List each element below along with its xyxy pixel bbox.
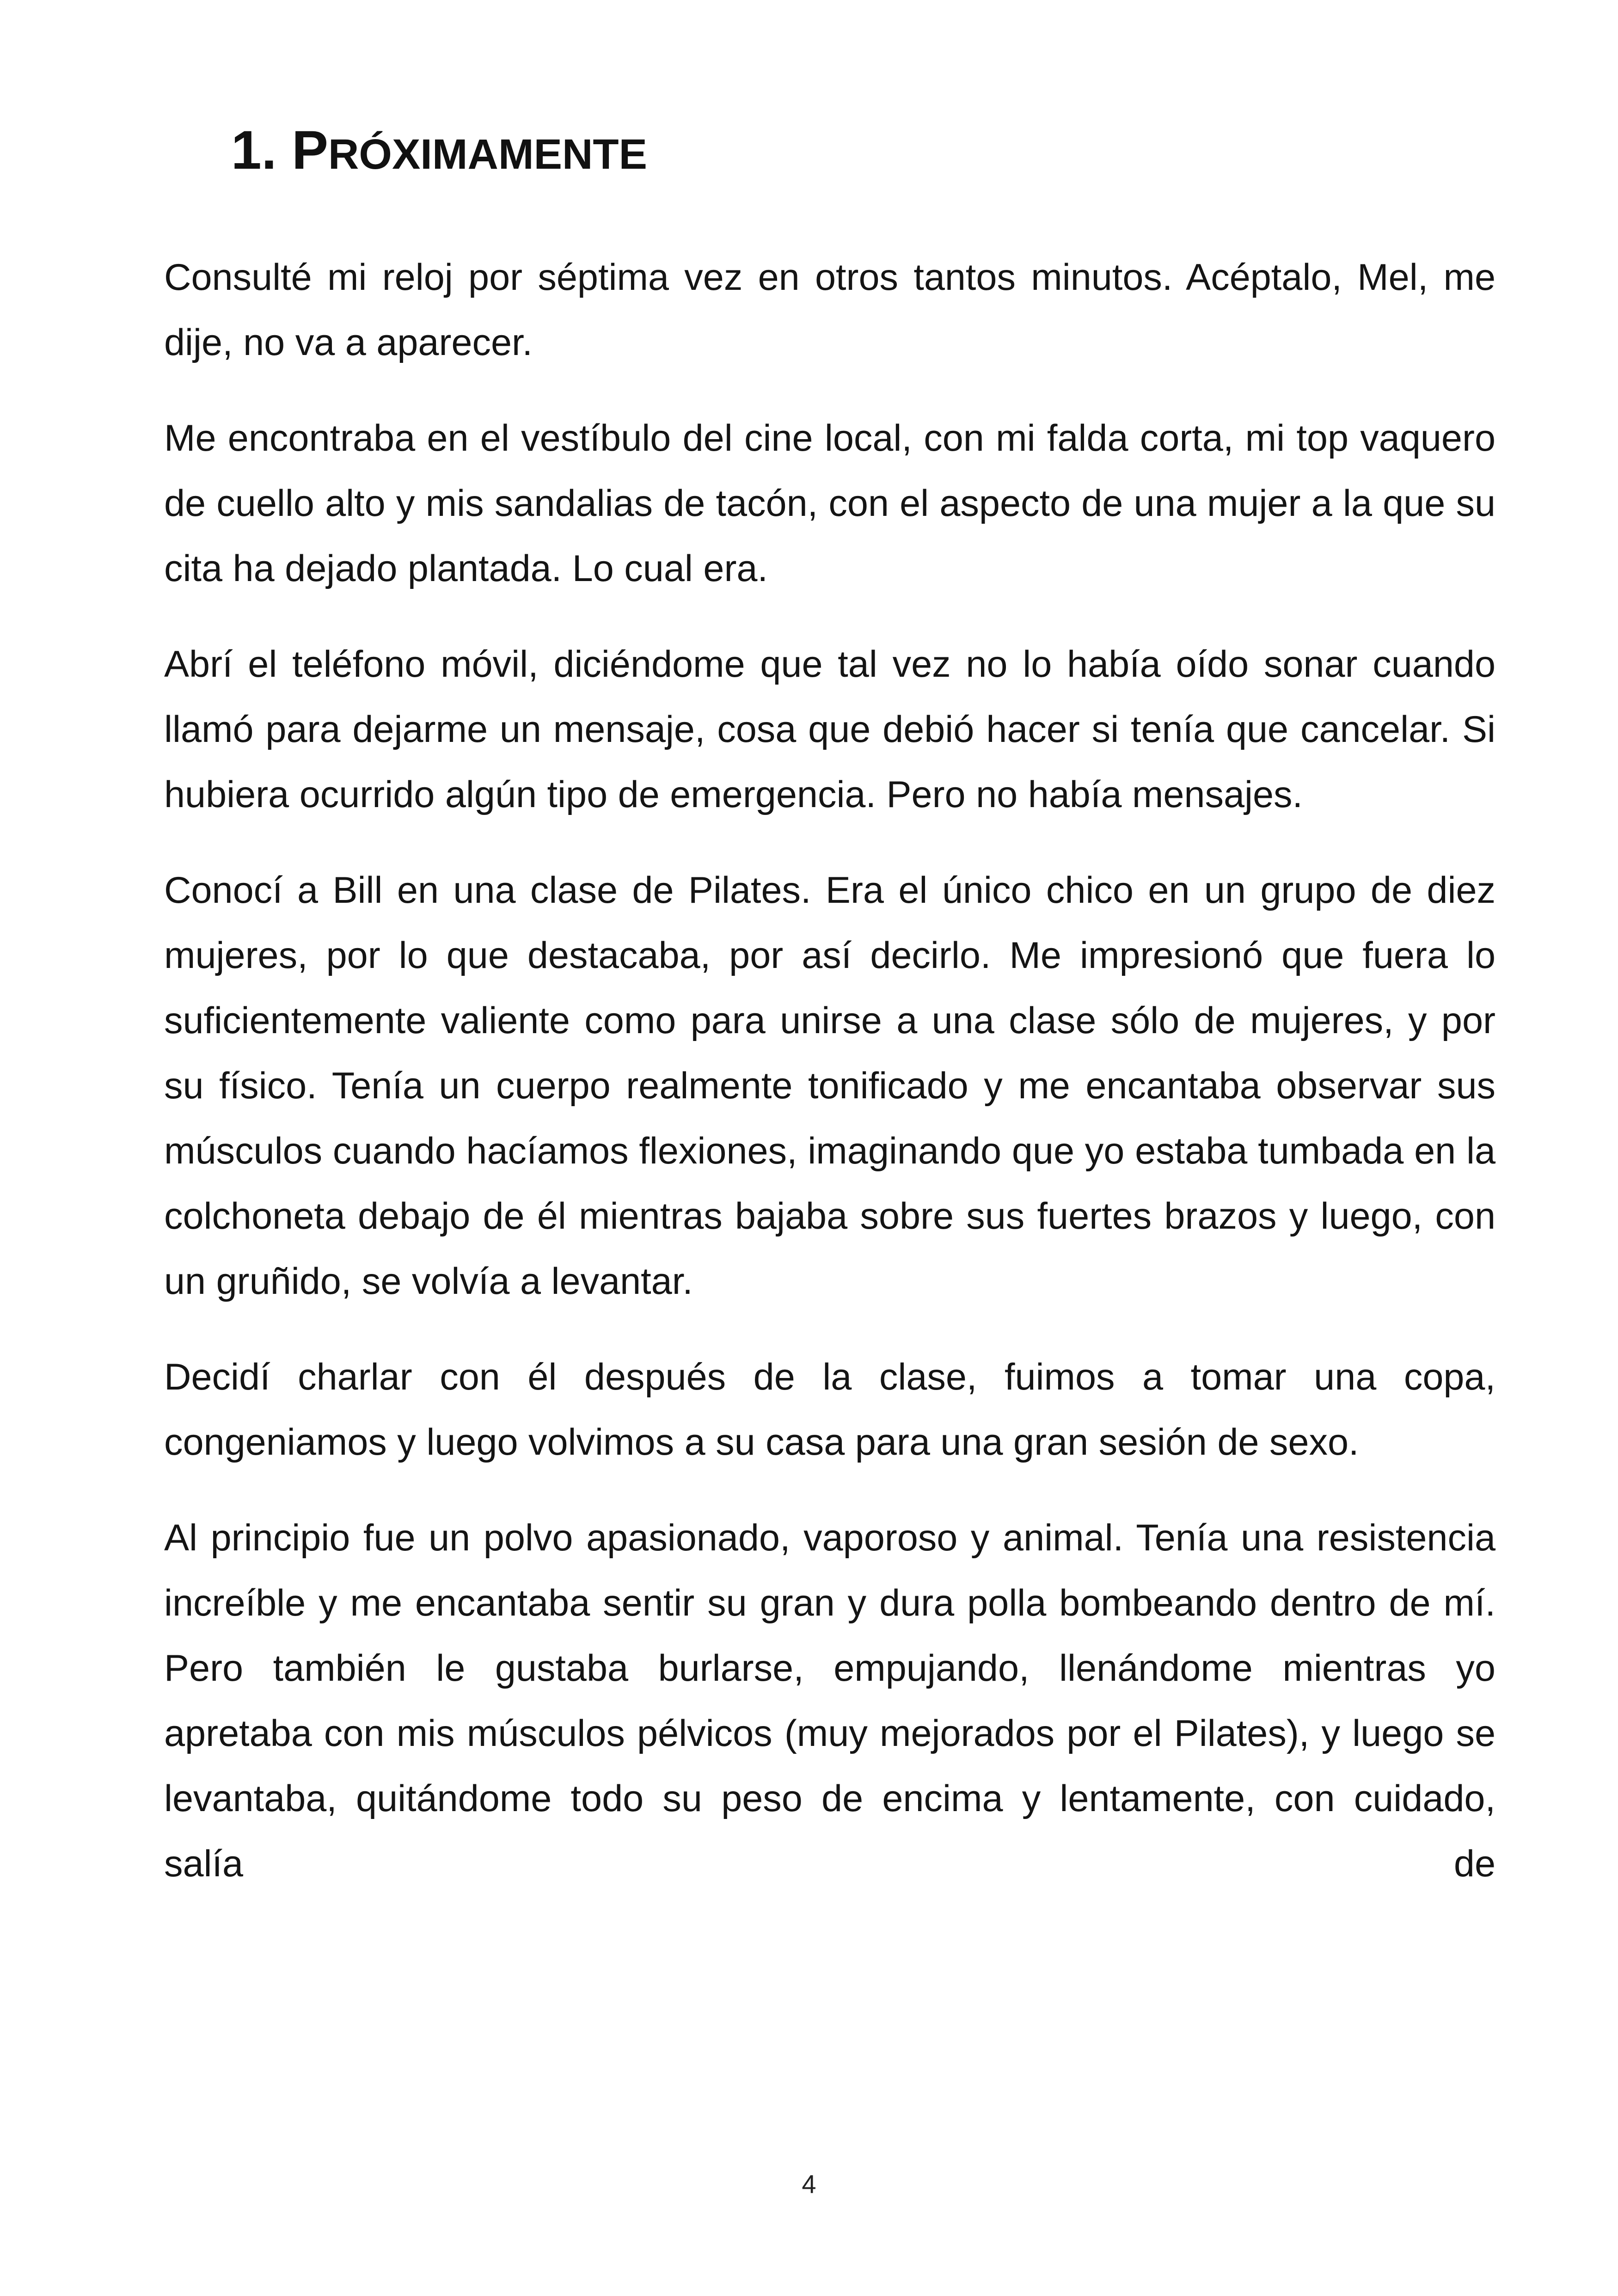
paragraph-5: Decidí charlar con él después de la clase, fuimos a tomar una copa, congeniamos y luego volvimos a su casa para una gran sesión de sexo.: [164, 1356, 1495, 1463]
chapter-title: [231, 116, 647, 189]
paragraph-6: Al principio fue un polvo apasionado, vaporoso y animal. Tenía una resistencia increíble y me encantaba sentir su gran y dura polla bombeando dentro de mí. Pero también le gustaba burlarse, empujando, llenándome mientras yo apretaba con mis músculos pélvicos (muy mejorados por el Pilates), y luego se levantaba, quitándome todo su peso de encima y lentamente, con cuidado, salía de: [164, 1517, 1495, 1885]
chapter-title-rest: RÓXIMAMENTE: [328, 131, 647, 178]
page-number: 4: [802, 2169, 816, 2198]
paragraph-2: Me encontraba en el vestíbulo del cine local, con mi falda corta, mi top vaquero de cuello alto y mis sandalias de tacón, con el aspecto de una mujer a la que su cita ha dejado plantada. Lo cual era.: [164, 417, 1495, 589]
body-text: [164, 245, 1495, 1927]
paragraph-4: Conocí a Bill en una clase de Pilates. Era el único chico en un grupo de diez mujeres, por lo que destacaba, por así decirlo. Me impresionó que fuera lo suficientemente valiente como para unirse a una clase sólo de mujeres, y por su físico. Tenía un cuerpo realmente tonificado y me encantaba observar sus músculos cuando hacíamos flexiones, imaginando que yo estaba tumbada en la colchoneta debajo de él mientras bajaba sobre sus fuertes brazos y luego, con un gruñido, se volvía a levantar.: [164, 869, 1495, 1302]
chapter-title-initial: P: [292, 120, 328, 181]
paragraph-3: Abrí el teléfono móvil, diciéndome que tal vez no lo había oído sonar cuando llamó para dejarme un mensaje, cosa que debió hacer si tenía que cancelar. Si hubiera ocurrido algún tipo de emergencia. Pero no había mensajes.: [164, 643, 1495, 815]
chapter-number: 1.: [231, 120, 277, 181]
paragraph-1: Consulté mi reloj por séptima vez en otros tantos minutos. Acéptalo, Mel, me dije, no va a aparecer.: [164, 257, 1495, 363]
